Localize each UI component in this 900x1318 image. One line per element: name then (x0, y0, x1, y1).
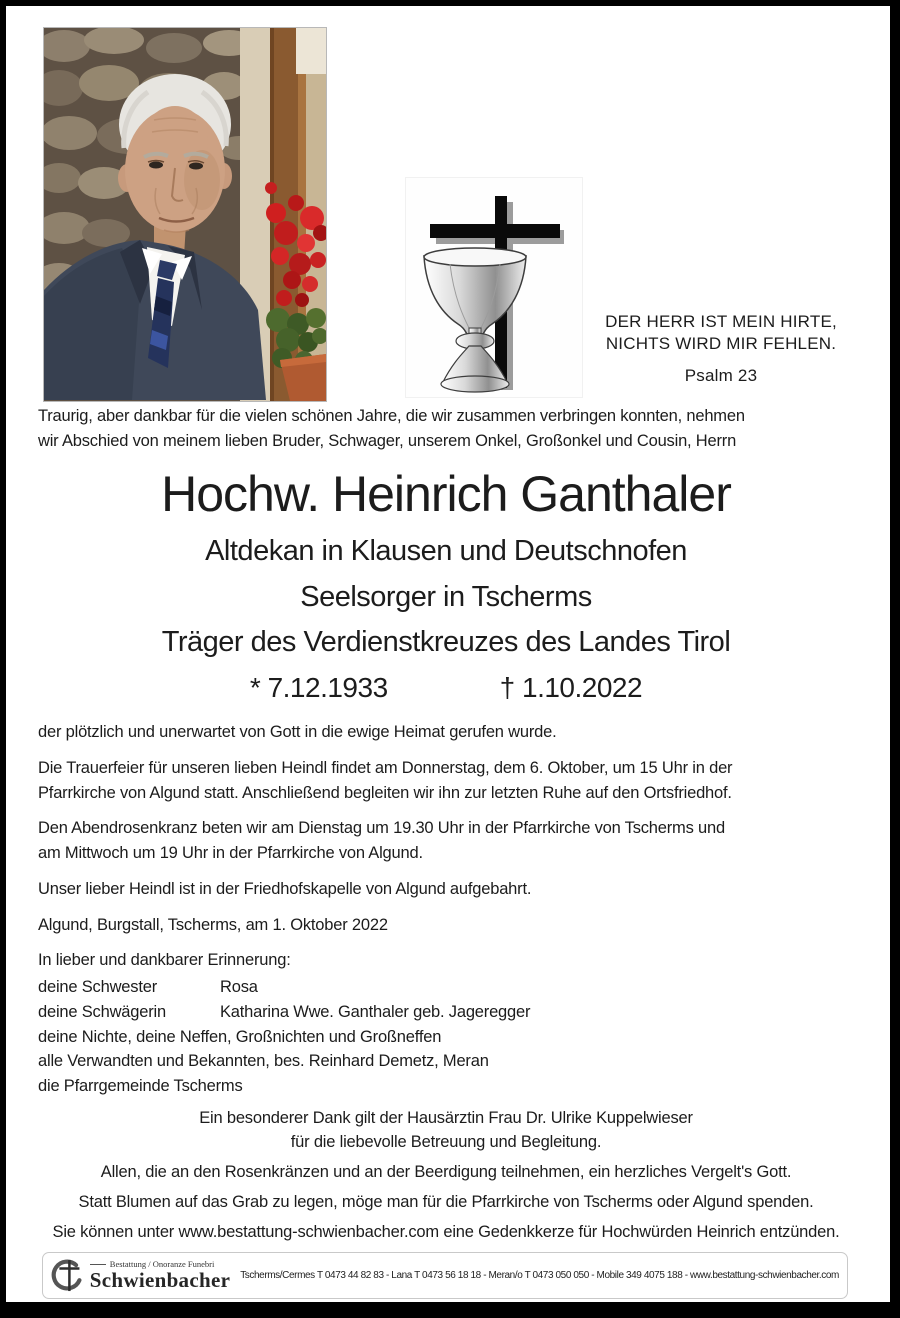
brand-name: Schwienbacher (89, 1268, 231, 1293)
paragraph-funeral (38, 756, 854, 806)
intro-line: wir Abschied von meinem lieben Bruder, Schwager, unserem Onkel, Großonkel und Cousin, Herrn (38, 431, 737, 450)
obituary-text (38, 404, 854, 1244)
body-line: Den Abendrosenkranz beten wir am Dienstag um 19.30 Uhr in der Pfarrkirche von Tscherms und (38, 819, 725, 838)
chalice-cross-icon (406, 178, 582, 397)
deceased-name: Hochw. Heinrich Ganthaler (161, 465, 731, 522)
funeral-home-brand (90, 1259, 230, 1291)
mourner-row (38, 975, 854, 1000)
memorial-candle-note: Sie können unter www.bestattung-schwienbacher.com eine Gedenkkerze für Hochwürden Heinrich entzünden. (52, 1222, 840, 1241)
psalm-quote (591, 311, 851, 387)
body-line: der plötzlich und unerwartet von Gott in die ewige Heimat gerufen wurde. (38, 723, 557, 742)
tagline-dash (90, 1264, 106, 1265)
body-line: Pfarrkirche von Algund statt. Anschließend begleiten wir ihn zur letzten Ruhe auf den Ortsfriedhof. (38, 783, 732, 802)
tagline-text: Bestattung / Onoranze Funebri (109, 1259, 215, 1270)
psalm-reference: Psalm 23 (684, 365, 758, 385)
mourner-relation: deine Schwägerin (38, 1002, 166, 1021)
intro-line: Traurig, aber dankbar für die vielen schönen Jahre, die wir zusammen verbringen konnten, nehmen (38, 407, 745, 425)
deceased-title-3: Träger des Verdienstkreuzes des Landes Tirol (161, 626, 731, 659)
doctor-thanks (38, 1107, 854, 1155)
death-date: † 1.10.2022 (499, 672, 643, 704)
mourner-line: deine Nichte, deine Neffen, Großnichten und Großneffen (38, 1027, 442, 1046)
thanks-line: Ein besonderer Dank gilt der Hausärztin Frau Dr. Ulrike Kuppelwieser (199, 1108, 693, 1127)
mourner-line: die Pfarrgemeinde Tscherms (38, 1077, 243, 1096)
mourner-name: Katharina Wwe. Ganthaler geb. Jageregger (220, 1002, 531, 1021)
paragraph-place-date (38, 913, 854, 938)
deceased-title-2: Seelsorger in Tscherms (300, 580, 592, 613)
body-line: Die Trauerfeier für unseren lieben Heindl findet am Donnerstag, dem 6. Oktober, um 15 Uhr in der (38, 758, 733, 777)
body-line: Algund, Burgstall, Tscherms, am 1. Oktober 2022 (38, 915, 388, 934)
funeral-home-footer (42, 1252, 848, 1299)
deceased-title-1: Altdekan in Klausen und Deutschnofen (205, 535, 687, 567)
paragraph-called-home (38, 720, 854, 745)
attendees-thanks: Allen, die an den Rosenkränzen und an der Beerdigung teilnehmen, ein herzliches Vergelt's Gott. (100, 1162, 792, 1181)
intro-paragraph (38, 404, 854, 454)
portrait-illustration (44, 28, 326, 401)
chalice-cross-image (405, 177, 583, 398)
portrait-photo (43, 27, 327, 402)
mourner-relation: deine Schwester (38, 978, 157, 997)
body-line: am Mittwoch um 19 Uhr in der Pfarrkirche von Algund. (38, 844, 423, 863)
mourner-name: Rosa (220, 978, 258, 997)
psalm-line: NICHTS WIRD MIR FEHLEN. (605, 334, 837, 354)
mourner-line: alle Verwandten und Bekannten, bes. Reinhard Demetz, Meran (38, 1052, 489, 1071)
mourner-row (38, 1000, 854, 1025)
life-dates (38, 672, 854, 704)
thanks-line: für die liebevolle Betreuung und Begleitung. (290, 1132, 602, 1151)
mourners-list (38, 975, 854, 1099)
funeral-home-logo-icon (51, 1254, 88, 1298)
body-line: Unser lieber Heindl ist in der Friedhofskapelle von Algund aufgebahrt. (38, 879, 532, 898)
paragraph-rosary (38, 816, 854, 866)
body-line: In lieber und dankbarer Erinnerung: (38, 951, 291, 970)
footer-contact: Tscherms/Cermes T 0473 44 82 83 - Lana T 0473 56 18 18 - Meran/o T 0473 050 050 - Mobile 349 4075 188 - www.bestattung-schwienbacher.com (240, 1270, 839, 1281)
psalm-line: DER HERR IST MEIN HIRTE, (605, 312, 837, 331)
paragraph-chapel (38, 877, 854, 902)
birth-date: * 7.12.1933 (249, 672, 388, 704)
donation-request: Statt Blumen auf das Grab zu legen, möge man für die Pfarrkirche von Tscherms oder Algund spenden. (78, 1192, 814, 1211)
remembrance-heading (38, 948, 854, 973)
